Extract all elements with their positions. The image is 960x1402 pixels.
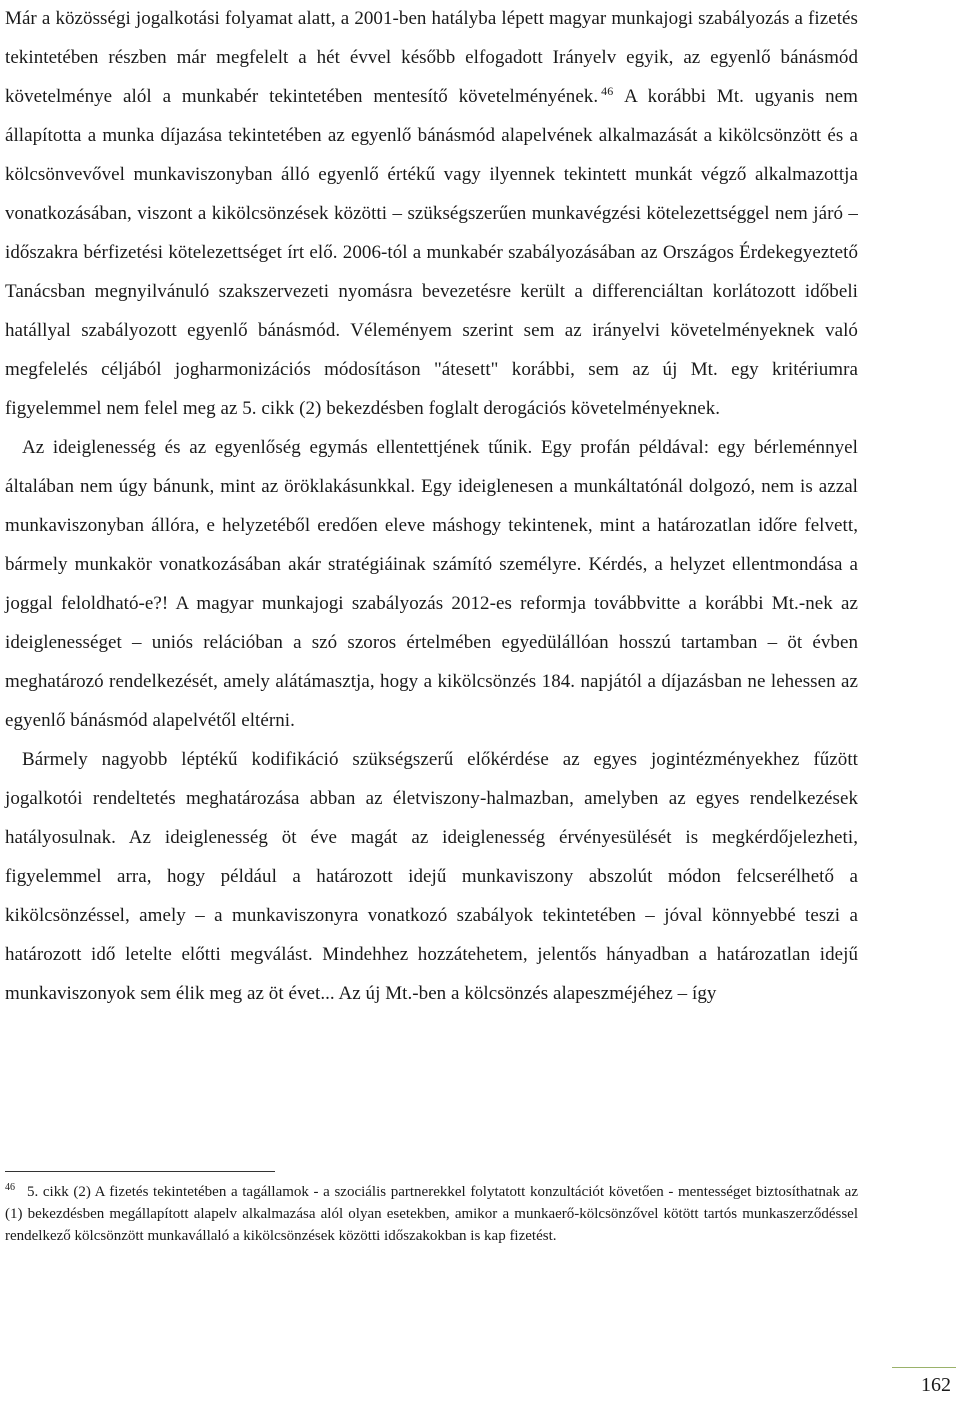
paragraph-1 (5, 0, 858, 428)
footnote-number: 46 (5, 1182, 15, 1193)
body-text (5, 0, 858, 1013)
footnote-separator (5, 1171, 275, 1172)
footnote-reference[interactable]: 46 (601, 84, 614, 98)
paragraph-2: Az ideiglenesség és az egyenlőség egymás ellentettjének tűnik. Egy profán példával: egy bérleménnyel általában nem úgy bánunk, mint az öröklakásunkkal. Egy ideiglenesen a munkáltatónál dolgozó, nem is azzal munkaviszonyban állóra, e helyzetéből eredően eleve máshogy tekintenek, mint a határozatlan időre felvett, bármely munkakör vonatkozásában akár stratégiáinak számító személyre. Kérdés, a helyzet ellentmondása a joggal feloldható-e?! A magyar munkajogi szabályozás 2012-es reformja továbbvitte a korábbi Mt.-nek az ideiglenességet – uniós relációban a szó szoros értelmében egyedülállóan hosszú tartamban – öt évben meghatározó rendelkezését, amely alátámasztja, hogy a kikölcsönzés 184. napjától a díjazásban ne lehessen az egyenlő bánásmód alapelvétől eltérni. (5, 437, 858, 731)
paragraph-3: Bármely nagyobb léptékű kodifikáció szükségszerű előkérdése az egyes jogintézményekhez fűzött jogalkotói rendeltetés meghatározása abban az életviszony-halmazban, amelyben az egyes rendelkezések hatályosulnak. Az ideiglenesség öt éve magát az ideiglenesség érvényesülését is megkérdőjelezheti, figyelemmel arra, hogy például a határozott idejű munkaviszony abszolút módon felcserélhető a kikölcsönzéssel, amely – a munkaviszonyra vonatkozó szabályok tekintetében – jóval könnyebbé teszi a határozott idő letelte előtti megválást. Mindehhez hozzátehetem, jelentős hányadban a határozatlan idejű munkaviszonyok sem élik meg az öt évet... Az új Mt.-ben a kölcsönzés alapeszméjéhez – így (5, 749, 858, 1004)
paragraph-1-text-a: Már a közösségi jogalkotási folyamat alatt, a 2001-ben hatályba lépett magyar munkajogi szabályozás a fizetés tekintetében részben már megfelelt a hét évvel később elfogadott Irányelv egyik, az egyenlő bánásmód követelménye alól a munkabér tekintetében mentesítő követelményének. (5, 8, 858, 107)
page-number: 162 (892, 1367, 956, 1397)
footnote (5, 1181, 858, 1247)
footnote-text: 5. cikk (2) A fizetés tekintetében a tagállamok - a szociális partnerekkel folytatott konzultációt követően - mentességet biztosíthatnak az (1) bekezdésben megállapított alapelv alkalmazása alól olyan esetekben, amikor a munkaerő-kölcsönzővel kötött tartós munkaszerződéssel rendelkező kölcsönzött munkavállaló a kikölcsönzések közötti időszakokban is kap fizetést. (5, 1184, 858, 1244)
page-content (5, 0, 858, 1013)
paragraph-1-text-b: A korábbi Mt. ugyanis nem állapította a munka díjazása tekintetében az egyenlő bánásmód alapelvének alkalmazását a kikölcsönzött és a kölcsönvevővel munkaviszonyban álló egyenlő értékű vagy ilyennek tekintett munkát végző alkalmazottja vonatkozásában, viszont a kikölcsönzések közötti – szükségszerűen munkavégzési kötelezettséggel nem járó – időszakra bérfizetési kötelezettséget írt elő. 2006-tól a munkabér szabályozásában az Országos Érdekegyeztető Tanácsban megnyilvánuló szakszervezeti nyomásra bevezetésre került a differenciáltan korlátozott időbeli hatállyal szabályozott egyenlő bánásmód. Véleményem szerint sem az irányelvi követelményeknek való megfelelés céljából jogharmonizációs módosításon "átesett" korábbi, sem az új Mt. egy kritériumra figyelemmel nem felel meg az 5. cikk (2) bekezdésben foglalt derogációs követelményeknek. (5, 86, 858, 419)
